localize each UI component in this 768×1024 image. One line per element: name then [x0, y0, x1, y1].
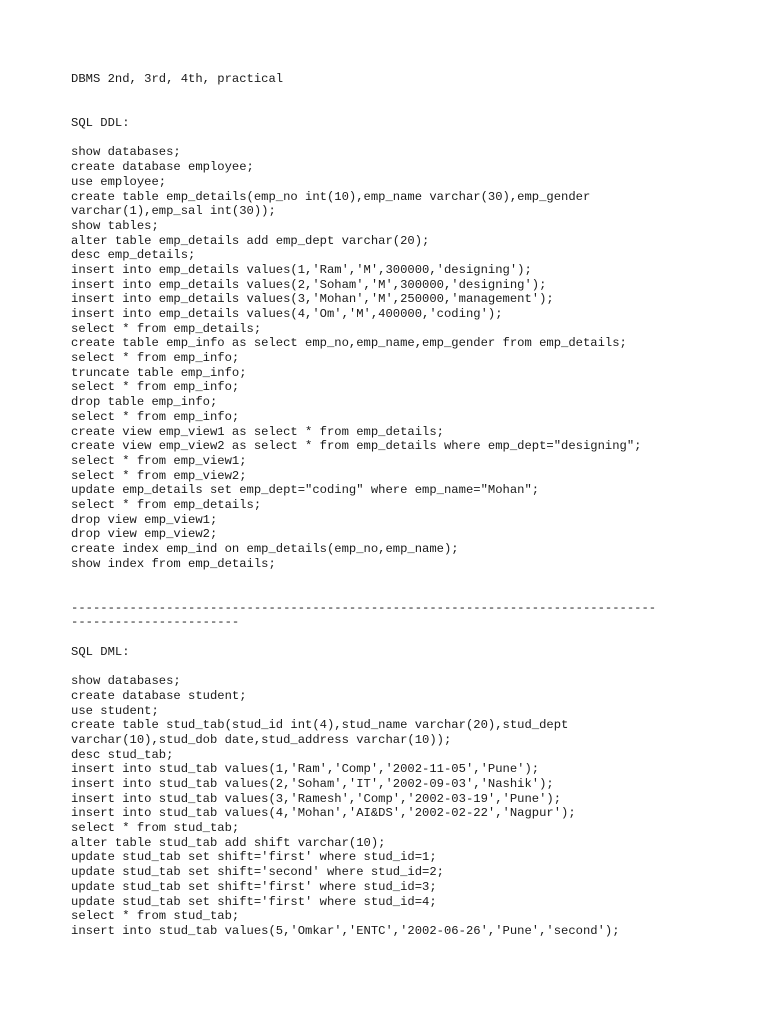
- ddl-code-line: update emp_details set emp_dept="coding" where emp_name="Mohan";: [71, 483, 540, 498]
- ddl-code-line: show databases;: [71, 145, 181, 160]
- ddl-code-line: create index emp_ind on emp_details(emp_no,emp_name);: [71, 542, 459, 557]
- ddl-code-line: select * from emp_view2;: [71, 468, 247, 483]
- code-block-dml: [71, 674, 731, 938]
- ddl-code-line: drop view emp_view2;: [71, 527, 218, 542]
- ddl-code-line: varchar(1),emp_sal int(30));: [71, 204, 276, 219]
- dml-code-line: update stud_tab set shift='first' where stud_id=1;: [71, 850, 437, 865]
- ddl-code-line: select * from emp_info;: [71, 409, 240, 424]
- dml-code-line: insert into stud_tab values(3,'Ramesh','Comp','2002-03-19','Pune');: [71, 791, 562, 806]
- dml-code-line: update stud_tab set shift='first' where stud_id=3;: [71, 879, 437, 894]
- ddl-code-line: use employee;: [71, 174, 167, 189]
- ddl-code-line: select * from emp_info;: [71, 380, 240, 395]
- dml-code-line: update stud_tab set shift='first' where stud_id=4;: [71, 894, 437, 909]
- ddl-code-line: alter table emp_details add emp_dept varchar(20);: [71, 233, 430, 248]
- dml-code-line: create database student;: [71, 688, 247, 703]
- ddl-code-line: create table emp_info as select emp_no,emp_name,emp_gender from emp_details;: [71, 336, 627, 351]
- dml-code-line: alter table stud_tab add shift varchar(10);: [71, 835, 386, 850]
- separator-line-continued: -----------------------: [71, 615, 240, 630]
- ddl-code-line: select * from emp_details;: [71, 497, 262, 512]
- code-block-ddl: [71, 145, 731, 571]
- dml-code-line: use student;: [71, 703, 159, 718]
- ddl-code-line: select * from emp_view1;: [71, 453, 247, 468]
- section-heading-ddl: SQL DDL:: [71, 116, 130, 131]
- ddl-code-line: show index from emp_details;: [71, 556, 276, 571]
- dml-code-line: varchar(10),stud_dob date,stud_address varchar(10));: [71, 732, 452, 747]
- ddl-code-line: truncate table emp_info;: [71, 365, 247, 380]
- dml-code-line: show databases;: [71, 674, 181, 689]
- dml-code-line: update stud_tab set shift='second' where stud_id=2;: [71, 865, 444, 880]
- dml-code-line: insert into stud_tab values(5,'Omkar','ENTC','2002-06-26','Pune','second');: [71, 923, 620, 938]
- ddl-code-line: select * from emp_info;: [71, 351, 240, 366]
- document-body: [71, 72, 731, 939]
- ddl-code-line: show tables;: [71, 218, 159, 233]
- ddl-code-line: insert into emp_details values(1,'Ram','M',300000,'designing');: [71, 262, 532, 277]
- dml-code-line: desc stud_tab;: [71, 747, 174, 762]
- ddl-code-line: drop table emp_info;: [71, 395, 218, 410]
- dml-code-line: insert into stud_tab values(2,'Soham','IT','2002-09-03','Nashik');: [71, 777, 554, 792]
- ddl-code-line: create database employee;: [71, 160, 254, 175]
- ddl-code-line: create table emp_details(emp_no int(10),emp_name varchar(30),emp_gender: [71, 189, 591, 204]
- dml-code-line: insert into stud_tab values(4,'Mohan','AI&DS','2002-02-22','Nagpur');: [71, 806, 576, 821]
- ddl-code-line: select * from emp_details;: [71, 321, 262, 336]
- document-title: DBMS 2nd, 3rd, 4th, practical: [71, 72, 284, 86]
- separator-line: --------------------------------------------------------------------------------: [71, 600, 657, 615]
- ddl-code-line: insert into emp_details values(2,'Soham','M',300000,'designing');: [71, 277, 547, 292]
- dml-code-line: select * from stud_tab;: [71, 909, 240, 924]
- ddl-code-line: desc emp_details;: [71, 248, 196, 263]
- ddl-code-line: drop view emp_view1;: [71, 512, 218, 527]
- spacer: [71, 630, 731, 645]
- ddl-code-line: insert into emp_details values(4,'Om','M',400000,'coding');: [71, 307, 503, 322]
- ddl-code-line: create view emp_view2 as select * from emp_details where emp_dept="designing";: [71, 439, 642, 454]
- section-heading-dml: SQL DML:: [71, 644, 130, 659]
- dml-code-line: insert into stud_tab values(1,'Ram','Comp','2002-11-05','Pune');: [71, 762, 540, 777]
- ddl-code-line: insert into emp_details values(3,'Mohan','M',250000,'management');: [71, 292, 554, 307]
- dml-code-line: select * from stud_tab;: [71, 821, 240, 836]
- dml-code-line: create table stud_tab(stud_id int(4),stud_name varchar(20),stud_dept: [71, 718, 569, 733]
- spacer: [71, 571, 731, 600]
- ddl-code-line: create view emp_view1 as select * from emp_details;: [71, 424, 444, 439]
